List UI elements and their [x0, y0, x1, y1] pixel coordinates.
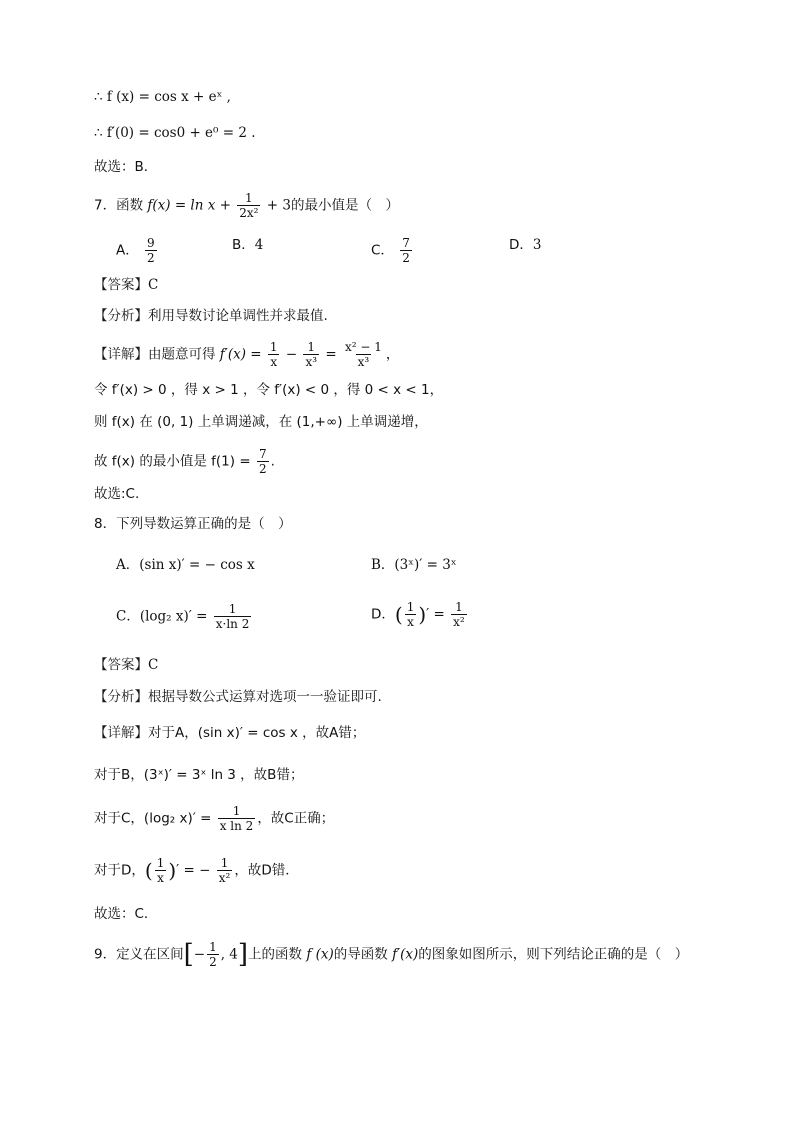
question-7-stem: 7．函数 f(x) = ln x + $\frac{1}{\text{2x²}}$ + 3的最小值是（ ） [94, 191, 399, 220]
q7-option-d: D．3 [509, 237, 542, 253]
q7-detail-1: 【详解】由题意可得 f′(x) = $\frac{1}{x}$ − $\frac{1}{\text{x³}}$ = $\frac{\text{x² − 1}}{\text{x³}}$ ， [94, 340, 400, 369]
fraction: $\frac{1}{\text{2x²}}$ [239, 191, 259, 220]
q7-answer: 【答案】C [94, 277, 159, 293]
q8-option-a: A．(sin x)′ = − cos x [116, 557, 255, 573]
q7-option-b: B．4 [232, 237, 264, 253]
derivation-line-2: ∴ f′(0) = cos0 + e⁰ = 2 . [94, 125, 256, 141]
q7-detail-4: 故 f(x) 的最小值是 f(1) = $\frac{7}{2}$ . [94, 447, 275, 476]
question-9-stem: 9．定义在区间[− $\frac{1}{2}$ , 4]上的函数 f (x)的导函数 f′(x)的图象如图所示，则下列结论正确的是（ ） [94, 939, 689, 970]
q8-detail-1: 【详解】对于A，(sin x)′ = cos x ，故A错； [94, 725, 366, 741]
q7-option-a: A． $\frac{9}{2}$ [116, 236, 155, 265]
q8-conclusion: 故选：C． [94, 906, 158, 922]
conclusion-line: 故选：B． [94, 159, 158, 175]
q7-option-c: C． $\frac{7}{2}$ [371, 236, 410, 265]
q8-answer: 【答案】C [94, 657, 159, 673]
q8-detail-2: 对于B，(3ˣ)′ = 3ˣ ln 3 ，故B错； [94, 767, 304, 783]
q7-detail-2: 令 f′(x) > 0 ，得 x > 1 ，令 f′(x) < 0 ，得 0 < x < 1， [94, 382, 444, 398]
q8-analysis: 【分析】根据导数公式运算对选项一一验证即可. [94, 689, 382, 705]
q8-detail-3: 对于C，(log₂ x)′ = $\frac{1}{\text{x ln 2}}$ ，故C正确； [94, 804, 335, 833]
q7-conclusion: 故选:C. [94, 486, 140, 502]
derivation-line-1: ∴ f (x) = cos x + eˣ , [94, 89, 231, 105]
q7-analysis: 【分析】利用导数讨论单调性并求最值. [94, 308, 328, 324]
question-8-stem: 8．下列导数运算正确的是（ ） [94, 516, 292, 532]
q8-detail-4: 对于D，( $\frac{1}{x}$ )′ = − $\frac{1}{\text{x²}}$ ，故D错． [94, 856, 299, 885]
q8-option-d: D．( $\frac{1}{x}$ )′ = $\frac{1}{\text{x²}}$ [371, 600, 465, 629]
q8-option-c: C．(log₂ x)′ = $\frac{1}{x\cdot\ln 2}$ [116, 602, 250, 631]
q8-option-b: B．(3ˣ)′ = 3ˣ [371, 557, 457, 573]
q7-detail-3: 则 f(x) 在 (0, 1) 上单调递减，在 (1,+∞) 上单调递增， [94, 414, 428, 430]
